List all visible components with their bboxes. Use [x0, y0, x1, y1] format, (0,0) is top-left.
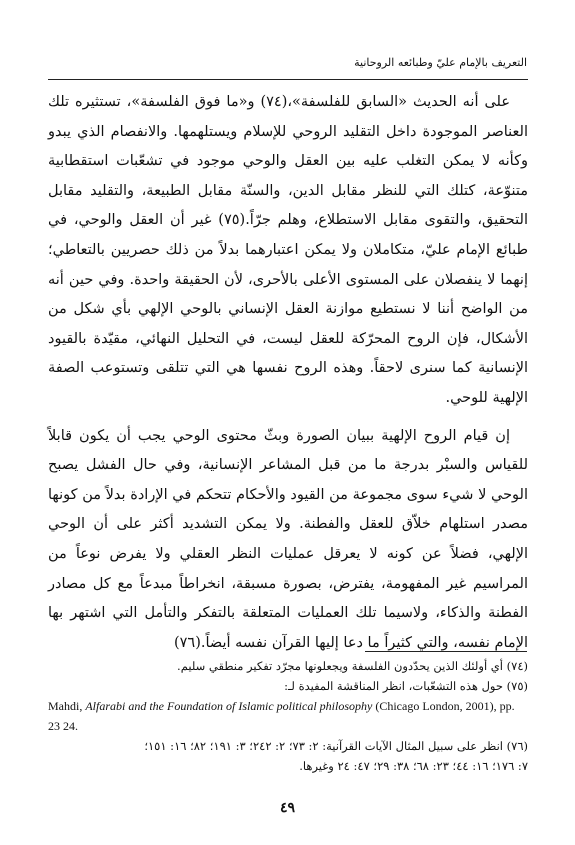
footnote-75-arabic: (٧٥) حول هذه التشعّبات، انظر المناقشة المفيدة لـ:	[284, 679, 528, 693]
main-text	[48, 88, 528, 658]
footnote-76-line-1: (٧٦) انظر على سبيل المثال الآيات القرآنية: ٢: ٧٣؛ ٢: ٢٤٢؛ ٣: ١٩١؛ ٨٢؛ ١٦: ١٥١؛	[144, 739, 528, 753]
footnotes	[48, 656, 528, 776]
footnote-rule	[365, 651, 527, 652]
footnote-75	[48, 676, 528, 696]
footnote-75-title: Alfarabi and the Foundation of Islamic political philosophy	[85, 699, 373, 713]
footnote-75-publication: (Chicago London, 2001), pp. 23 24.	[48, 699, 515, 733]
header-rule	[48, 79, 528, 80]
paragraph-1: على أنه الحديث «السابق للفلسفة»،(٧٤) و«ما فوق الفلسفة»، تستثيره تلك العناصر الموجودة داخل التقليد الروحي للإسلام ويستلهمها. والانفصام الذي يبدو وكأنه لا يمكن التغلب عليه بين العقل والوحي موجود في تشعّبات استقطابية متنوّعة، كتلك التي للنظر مقابل الدين، والسنّة مقابل الطبيعة، والتقليد مقابل التحقيق، والتقوى مقابل الاستطلاع، وهلم جرّاً.(٧٥) غير أن العقل والوحي، في طبائع الإمام عليّ، متكاملان ولا يمكن اعتبارهما بدلاً من ذلك حصريين بالتعاطي؛ إنهما لا ينفصلان على المستوى الأعلى بالأحرى، لأن الحقيقة واحدة. وفي حين أنه من الواضح أننا لا نستطيع موازنة العقل الإنساني بالوحي الإلهي بأي شكل من الأشكال، فإن الروح المحرّكة للعقل ليست، في التحليل النهائي، مقيّدة بالقيود الإنسانية كما سنرى لاحقاً. وهذه الروح نفسها هي التي تتلقى وتستوعب الصفة الإلهية للوحي.	[48, 94, 528, 406]
running-header: التعريف بالإمام عليّ وطبائعه الروحانية	[354, 56, 527, 69]
page-number: ٤٩	[279, 800, 296, 816]
footnote-75-citation	[48, 696, 528, 736]
footnote-75-author: Mahdi,	[48, 699, 83, 713]
paragraph-2: إن قيام الروح الإلهية ببيان الصورة وبثّ محتوى الوحي يجب أن يكون قابلاً للقياس والسبْر بدرجة ما من قبل المشاعر الإنسانية، وفي حال الفشل يصبح الوحي لا شيء سوى مجموعة من القيود والأحكام تتحكم في الإرادة بدلاً من كونها مصدر استلهام خلاّق للعقل والفطنة. ولا يمكن التشديد أكثر على أن الوحي الإلهي، فضلاً عن كونه لا يعرقل عمليات النظر العقلي ولا يفرض نوعاً من المراسيم غير المفهومة، يفترض، بصورة مسبقة، انخراطاً مبدعاً مع كل مصادر الفطنة والذكاء، ولاسيما تلك العمليات المتعلقة بالتفكر والتأمل التي اشتهر بها الإمام نفسه، والتي كثيراً ما دعا إليها القرآن نفسه أيضاً.(٧٦)	[48, 427, 528, 651]
footnote-76-line-2: ٧: ١٧٦؛ ١٦: ٤٤؛ ٢٣: ٦٨؛ ٣٨: ٢٩؛ ٤٧: ٢٤ وغيرها.	[299, 759, 528, 773]
footnote-74: (٧٤) أي أولئك الذين يحدّدون الفلسفة ويجعلونها مجرّد تفكير منطقي سليم.	[177, 659, 528, 673]
